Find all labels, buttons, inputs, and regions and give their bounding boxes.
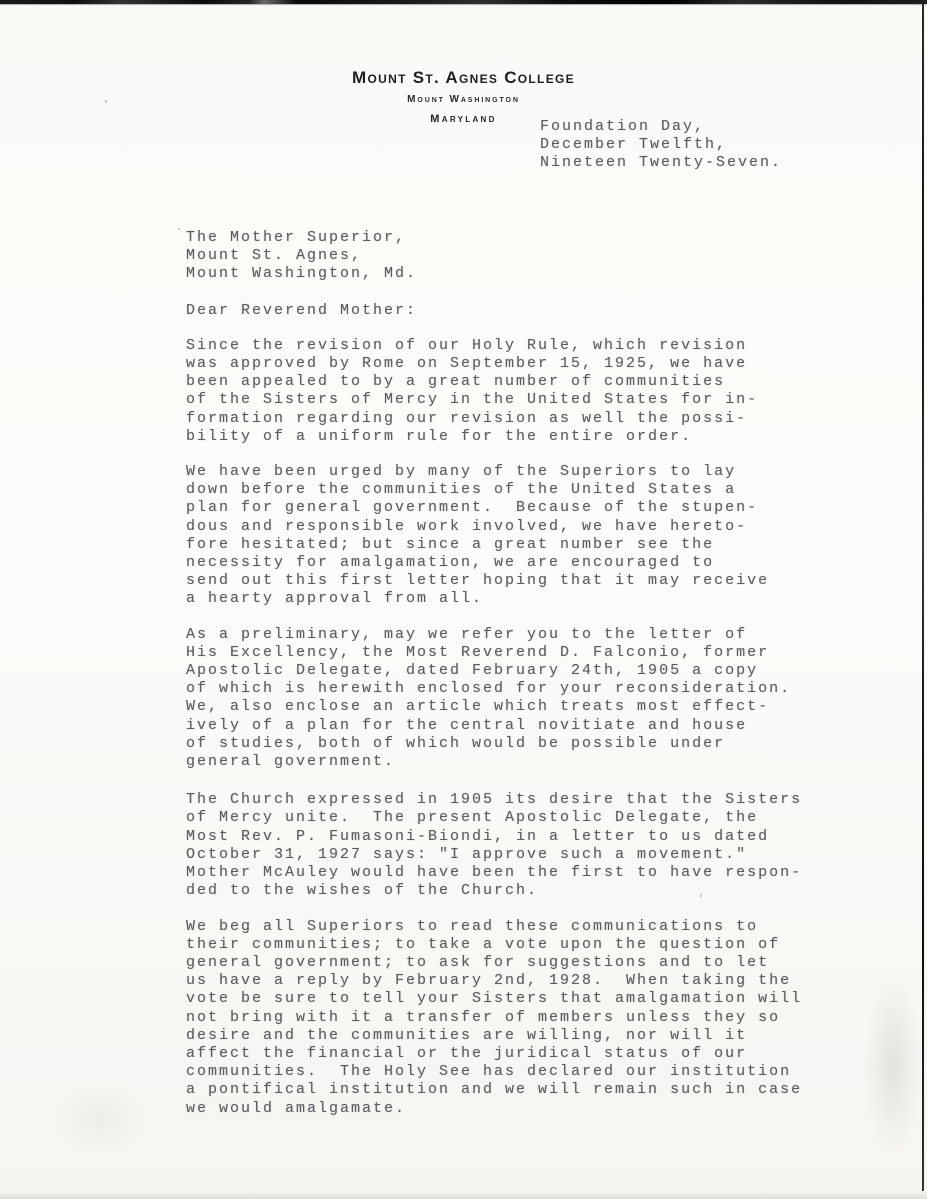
typewritten-line: vote be sure to tell your Sisters that amalgamation will xyxy=(186,990,803,1008)
typewritten-line: The Church expressed in 1905 its desire that the Sisters xyxy=(186,791,803,809)
typewritten-line: dous and responsible work involved, we have hereto- xyxy=(186,517,748,535)
typewritten-line: fore hesitated; but since a great number see the xyxy=(186,535,715,553)
scan-speck xyxy=(178,228,180,230)
letterhead-state: Maryland xyxy=(430,113,497,125)
typewritten-line: was approved by Rome on September 15, 1925, we have xyxy=(186,355,748,373)
salutation: Dear Reverend Mother: xyxy=(186,301,418,319)
typewritten-line: Nineteen Twenty-Seven. xyxy=(540,154,783,172)
letterhead-city: Mount Washington xyxy=(407,94,520,105)
paragraph-1 xyxy=(186,337,802,446)
typewritten-line: The Mother Superior, xyxy=(186,229,407,246)
typewritten-line: a pontifical institution and we will remain such in case xyxy=(186,1081,803,1099)
typewritten-line: not bring with it a transfer of members unless they so xyxy=(186,1008,781,1026)
typewritten-line: Mother McAuley would have been the first to have respon- xyxy=(186,864,803,882)
typewritten-line: send out this first letter hoping that it may receive xyxy=(186,572,770,590)
typewritten-line: Mount Washington, Md. xyxy=(186,265,418,283)
scan-edge-right xyxy=(922,4,924,1191)
typewritten-line: plan for general government. Because of the stupen- xyxy=(186,499,759,517)
scan-smudge xyxy=(863,974,923,1154)
typewritten-line: of the Sisters of Mercy in the United States for in- xyxy=(186,391,759,409)
typewritten-line: We, also enclose an article which treats most effect- xyxy=(186,698,770,716)
typewritten-line: affect the financial or the juridical status of our xyxy=(186,1044,748,1062)
typewritten-line: Most Rev. P. Fumasoni-Biondi, in a letter to us dated xyxy=(186,827,770,845)
typewritten-line: of studies, both of which would be possible under xyxy=(186,734,726,752)
typewritten-line: Since the revision of our Holy Rule, which revision xyxy=(186,336,748,354)
typewritten-line: of Mercy unite. The present Apostolic Delegate, the xyxy=(186,809,759,827)
paragraph-4 xyxy=(186,791,802,900)
typewritten-line: down before the communities of the United States a xyxy=(186,481,737,499)
date-block xyxy=(540,118,782,173)
typewritten-line: general government. xyxy=(186,753,396,771)
scan-smudge xyxy=(55,1084,145,1154)
typewritten-line: we would amalgamate. xyxy=(186,1099,407,1117)
typewritten-line: bility of a uniform rule for the entire order. xyxy=(186,427,693,445)
typewritten-line: us have a reply by February 2nd, 1928. When taking the xyxy=(186,972,792,990)
paragraph-3 xyxy=(186,626,802,772)
typewritten-line: general government; to ask for suggestions and to let xyxy=(186,953,770,971)
typewritten-line: communities. The Holy See has declared our institution xyxy=(186,1063,792,1081)
typewritten-line: Apostolic Delegate, dated February 24th, 1905 a copy xyxy=(186,662,759,680)
typewritten-line: Foundation Day, xyxy=(540,118,706,135)
paragraph-5 xyxy=(186,918,802,1118)
letter-body xyxy=(186,229,802,1118)
typewritten-line: been appealed to by a great number of communities xyxy=(186,373,726,391)
typewritten-line: Mount St. Agnes, xyxy=(186,247,363,265)
typewritten-line: necessity for amalgamation, we are encouraged to xyxy=(186,554,715,572)
typewritten-line: desire and the communities are willing, nor will it xyxy=(186,1026,748,1044)
typewritten-line: a hearty approval from all. xyxy=(186,590,484,608)
typewritten-line: His Excellency, the Most Reverend D. Falconio, former xyxy=(186,643,770,661)
scan-edge-bottom xyxy=(0,1191,927,1199)
letterhead xyxy=(0,70,927,125)
typewritten-line: of which is herewith enclosed for your reconsideration. xyxy=(186,680,792,698)
scan-edge-top xyxy=(0,0,927,4)
typewritten-line: formation regarding our revision as well the possi- xyxy=(186,409,748,427)
typewritten-line: October 31, 1927 says: "I approve such a movement." xyxy=(186,845,748,863)
typewritten-line: As a preliminary, may we refer you to the letter of xyxy=(186,625,748,643)
typewritten-line: We beg all Superiors to read these communications to xyxy=(186,917,759,935)
typewritten-line: ded to the wishes of the Church. xyxy=(186,882,539,900)
recipient-address xyxy=(186,229,802,284)
typewritten-line: We have been urged by many of the Superiors to lay xyxy=(186,463,737,481)
typewritten-line: their communities; to take a vote upon the question of xyxy=(186,935,781,953)
typewritten-line: ively of a plan for the central novitiate and house xyxy=(186,716,748,734)
letterhead-college-name: Mount St. Agnes College xyxy=(352,68,575,87)
typewritten-line: December Twelfth, xyxy=(540,136,728,154)
paragraph-2 xyxy=(186,463,802,609)
